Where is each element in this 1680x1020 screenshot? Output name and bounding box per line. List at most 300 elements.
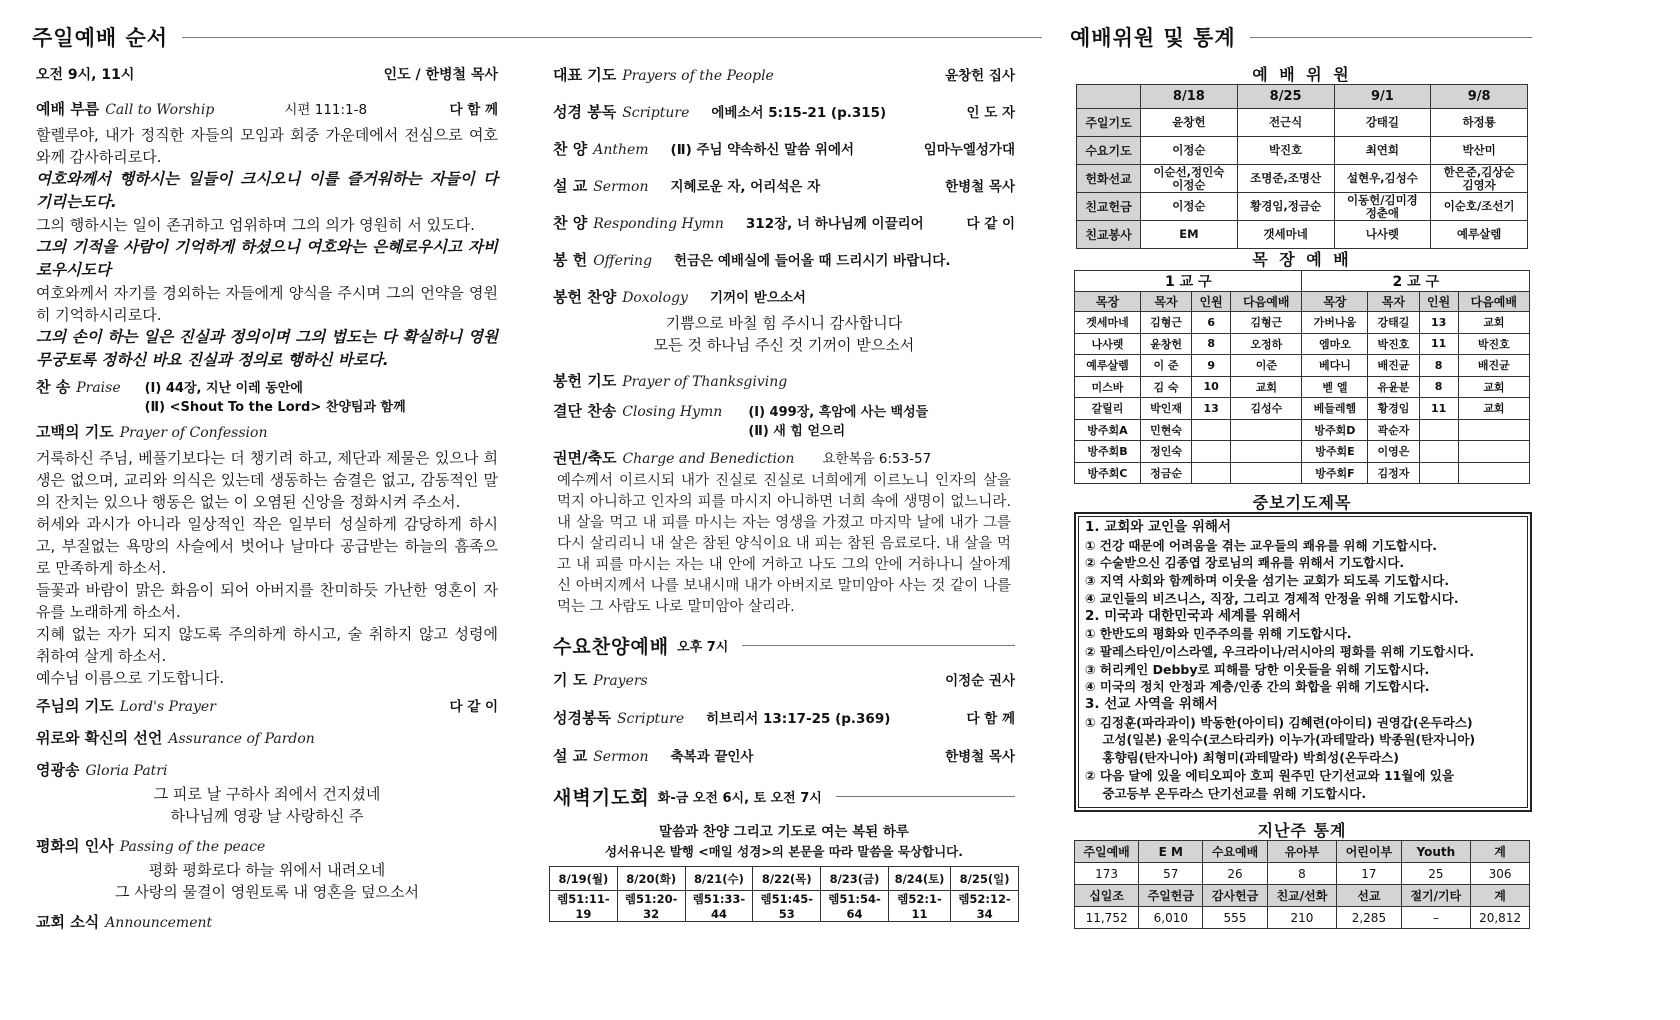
cell-value: 겟세마네 bbox=[1075, 312, 1141, 334]
cell-value: 방주회F bbox=[1302, 462, 1368, 484]
call-verse: 할렐루야, 내가 정직한 자들의 모임과 회중 가운데에서 전심으로 여호와께 감사하리로다. bbox=[36, 126, 498, 166]
staff-row bbox=[1077, 165, 1528, 193]
devotion-date: 8/21(수) bbox=[685, 867, 753, 891]
prayer-item: 홍향림(탄자니아) 최형미(과테말라) 박희성(온두라스) bbox=[1085, 750, 1399, 766]
assurance-label: 위로와 확신의 선언 bbox=[36, 729, 163, 747]
order-item bbox=[553, 64, 1015, 88]
right-title-rule bbox=[1250, 37, 1532, 38]
prayer-heading: 3. 선교 사역을 위해서 bbox=[1085, 696, 1218, 713]
staff-member: 설현우,김성수 bbox=[1334, 165, 1431, 193]
devotion-ref: 렘52:1-11 bbox=[888, 891, 950, 922]
cell-value: 9 bbox=[1192, 355, 1231, 377]
item-who: 인 도 자 bbox=[966, 105, 1015, 121]
prayer-item: ② 다음 달에 있을 에티오피아 호피 원주민 단기선교와 11월에 있을 bbox=[1085, 767, 1455, 783]
prayer-heading: 1. 교회와 교인을 위해서 bbox=[1085, 519, 1231, 535]
service-time-row bbox=[36, 64, 498, 86]
thanks-label: 봉헌 기도 bbox=[553, 372, 617, 390]
item-en: Sermon bbox=[593, 179, 649, 195]
praise-label: 찬 송 bbox=[36, 378, 71, 396]
cell-value: 이준 bbox=[1231, 355, 1302, 377]
dawn-title bbox=[553, 783, 1015, 810]
order-item bbox=[553, 286, 1015, 310]
news-label: 교회 소식 bbox=[36, 913, 100, 931]
item-en: Sermon bbox=[593, 749, 649, 765]
cell-value: 박진호 bbox=[1458, 333, 1529, 355]
cell-value: 박진호 bbox=[1368, 333, 1419, 355]
item-who: 이정순 권사 bbox=[945, 673, 1015, 689]
staff-table bbox=[1076, 84, 1528, 249]
cell-value: 나사렛 bbox=[1075, 333, 1141, 355]
call-verse: 그의 기적을 사람이 기억하게 하셨으니 여호와는 은혜로우시고 자비로우시도다 bbox=[36, 238, 498, 279]
cell-header: 목장 bbox=[1075, 292, 1141, 312]
order-item bbox=[553, 175, 1015, 199]
call-verse: 그의 손이 하는 일은 진실과 정의이며 그의 법도는 다 확실하니 영원무궁토록 정하신 바요 진실과 정의로 행하신 바로다. bbox=[36, 328, 498, 369]
cell-header: 다음예배 bbox=[1458, 292, 1529, 312]
cell-value: 갈릴리 bbox=[1075, 398, 1141, 420]
confession-row bbox=[36, 421, 498, 443]
middle-column bbox=[553, 64, 1015, 922]
stats-value: 306 bbox=[1471, 863, 1530, 885]
staff-member: 최연희 bbox=[1334, 137, 1431, 165]
thanks-en: Prayer of Thanksgiving bbox=[622, 374, 788, 390]
stats-value: 8 bbox=[1267, 863, 1337, 885]
staff-member: 조명준,조명산 bbox=[1237, 165, 1334, 193]
cell-row bbox=[1075, 333, 1530, 355]
praise-hymn-1: (Ⅰ) 44장, 지난 이레 동안에 bbox=[144, 381, 303, 396]
peace-line-1: 평화 평화로다 하늘 위에서 내려오네 bbox=[148, 861, 386, 879]
announcement-row bbox=[36, 911, 498, 933]
devotion-date: 8/19(월) bbox=[550, 867, 618, 891]
stats-header: 주일헌금 bbox=[1139, 885, 1203, 907]
cell-value: 11 bbox=[1419, 333, 1458, 355]
dawn-time: 화-금 오전 6시, 토 오전 7시 bbox=[657, 791, 822, 806]
staff-member: 이순선,정인숙 이정순 bbox=[1141, 165, 1238, 193]
stats-value: 555 bbox=[1203, 907, 1267, 929]
stats-table bbox=[1074, 840, 1530, 929]
district-row bbox=[1075, 271, 1530, 292]
closing-hymn-1: (Ⅰ) 499장, 흑암에 사는 백성들 bbox=[748, 405, 929, 420]
staff-member: 이동헌/김미경 정춘애 bbox=[1334, 193, 1431, 221]
dawn-line-2: 성서유니온 발행 <매일 성경>의 본문을 따라 말씀을 묵상합니다. bbox=[604, 844, 964, 859]
staff-row bbox=[1077, 137, 1528, 165]
item-en: Anthem bbox=[593, 142, 649, 158]
closing-hymn-row bbox=[553, 400, 1015, 441]
lords-prayer-row bbox=[36, 695, 498, 719]
cell-value: 윤창헌 bbox=[1140, 333, 1191, 355]
cell-value: 교회 bbox=[1458, 398, 1529, 420]
cell-value: 방주회D bbox=[1302, 419, 1368, 441]
bene-en: Charge and Benediction bbox=[622, 451, 795, 467]
item-label: 대표 기도 bbox=[553, 66, 617, 84]
left-title-text: 주일예배 순서 bbox=[32, 26, 169, 50]
cell-value bbox=[1231, 462, 1302, 484]
praise-hymn-2: (Ⅱ) <Shout To the Lord> 찬양팀과 함께 bbox=[144, 400, 406, 415]
staff-role: 친교헌금 bbox=[1077, 193, 1141, 221]
prayer-item: ② 팔레스타인/이스라엘, 우크라이나/러시아의 평화를 위해 기도합시다. bbox=[1085, 643, 1475, 659]
cell-value: 황경임 bbox=[1368, 398, 1419, 420]
title-rule bbox=[182, 37, 1042, 38]
prayer-list bbox=[1078, 516, 1528, 808]
cell-value bbox=[1231, 419, 1302, 441]
staff-date: 9/8 bbox=[1431, 85, 1528, 109]
confession-label: 고백의 기도 bbox=[36, 423, 114, 441]
left-column bbox=[36, 64, 498, 933]
order-items bbox=[553, 64, 1015, 310]
praise-en: Praise bbox=[76, 380, 121, 396]
item-detail: 에베소서 5:15-21 (p.315) bbox=[711, 105, 887, 121]
service-time: 오전 9시, 11시 bbox=[36, 67, 135, 83]
stats-value: 17 bbox=[1337, 863, 1401, 885]
item-label: 찬 양 bbox=[553, 140, 588, 158]
stats-value: 26 bbox=[1203, 863, 1267, 885]
district-2: 2 교 구 bbox=[1302, 271, 1530, 292]
cell-header: 인원 bbox=[1419, 292, 1458, 312]
devotion-ref: 렘51:33-44 bbox=[685, 891, 753, 922]
stats-header: 십일조 bbox=[1075, 885, 1139, 907]
cell-group-table bbox=[1074, 270, 1530, 484]
item-label: 봉헌 찬양 bbox=[553, 288, 617, 306]
cell-value: 정금순 bbox=[1140, 462, 1191, 484]
cell-value: 배진균 bbox=[1368, 355, 1419, 377]
cell-value: 곽순자 bbox=[1368, 419, 1419, 441]
stats-value: 25 bbox=[1401, 863, 1471, 885]
cell-header: 목자 bbox=[1368, 292, 1419, 312]
item-detail: 312장, 너 하나님께 이끌리어 bbox=[745, 216, 924, 232]
stats-value: 20,812 bbox=[1471, 907, 1530, 929]
staff-member: 갯세마네 bbox=[1237, 221, 1334, 249]
peace-label: 평화의 인사 bbox=[36, 837, 114, 855]
staff-member: 윤창헌 bbox=[1141, 109, 1238, 137]
item-label: 성경봉독 bbox=[553, 709, 611, 727]
lords-en: Lord's Prayer bbox=[119, 699, 216, 715]
lords-label: 주님의 기도 bbox=[36, 697, 114, 715]
staff-date: 8/25 bbox=[1237, 85, 1334, 109]
stats-header: 계 bbox=[1471, 841, 1530, 863]
devotion-ref: 렘52:12-34 bbox=[951, 891, 1019, 922]
item-en: Scripture bbox=[622, 105, 690, 121]
staff-member: 하정룡 bbox=[1431, 109, 1528, 137]
item-who: 윤창헌 집사 bbox=[945, 68, 1015, 84]
service-leader: 인도 / 한병철 목사 bbox=[383, 67, 498, 83]
cell-value: 강태길 bbox=[1368, 312, 1419, 334]
stats-header: 친교/선화 bbox=[1267, 885, 1337, 907]
cell-header: 다음예배 bbox=[1231, 292, 1302, 312]
right-section-title bbox=[1070, 22, 1532, 52]
closing-hymns bbox=[748, 403, 928, 441]
devotion-table bbox=[549, 866, 1019, 922]
cell-value: 오정하 bbox=[1231, 333, 1302, 355]
staff-member: 박산미 bbox=[1431, 137, 1528, 165]
cell-value: 6 bbox=[1192, 312, 1231, 334]
peace-row bbox=[36, 835, 498, 857]
stats-header-row bbox=[1075, 885, 1530, 907]
cell-value: 교회 bbox=[1231, 376, 1302, 398]
news-en: Announcement bbox=[105, 915, 213, 931]
staff-member: 이정순 bbox=[1141, 137, 1238, 165]
item-label: 봉 헌 bbox=[553, 251, 588, 269]
staff-member: 한은준,김상순 김영자 bbox=[1431, 165, 1528, 193]
prayer-title: 중보기도제목 bbox=[1252, 493, 1352, 512]
item-detail: 히브리서 13:17-25 (p.369) bbox=[706, 711, 891, 727]
staff-row bbox=[1077, 109, 1528, 137]
gloria-line-2: 하나님께 영광 날 사랑하신 주 bbox=[170, 807, 364, 825]
cell-value: 미스바 bbox=[1075, 376, 1141, 398]
wed-item bbox=[553, 669, 1015, 693]
stats-value-row bbox=[1075, 907, 1530, 929]
staff-member: 박진호 bbox=[1237, 137, 1334, 165]
cell-value: 13 bbox=[1192, 398, 1231, 420]
stats-header: 주일예배 bbox=[1075, 841, 1139, 863]
wed-item bbox=[553, 707, 1015, 731]
item-who: 다 함 께 bbox=[966, 711, 1015, 727]
staff-member: 이순호/조선기 bbox=[1431, 193, 1528, 221]
thanksgiving-row bbox=[553, 370, 1015, 392]
cell-value bbox=[1458, 441, 1529, 463]
assurance-row bbox=[36, 727, 498, 751]
staff-member: 나사렛 bbox=[1334, 221, 1431, 249]
staff-member: EM bbox=[1141, 221, 1238, 249]
dawn-line-1: 말씀과 찬양 그리고 기도로 여는 복된 하루 bbox=[659, 824, 909, 840]
wednesday-title bbox=[553, 632, 1015, 659]
wed-time: 오후 7시 bbox=[677, 640, 729, 655]
bene-label: 권면/축도 bbox=[553, 449, 617, 467]
doxology-line-2: 모든 것 하나님 주신 것 기꺼이 받으소서 bbox=[653, 336, 915, 354]
item-detail: 지혜로운 자, 어리석은 자 bbox=[670, 179, 821, 195]
cell-value: 엠마오 bbox=[1302, 333, 1368, 355]
cell-value: 벧 엘 bbox=[1302, 376, 1368, 398]
prayer-item: 중고등부 온두라스 단기선교를 위해 기도합시다. bbox=[1085, 785, 1367, 801]
cell-value: 베들레헴 bbox=[1302, 398, 1368, 420]
cell-value bbox=[1419, 462, 1458, 484]
item-who: 다 같 이 bbox=[966, 216, 1015, 232]
staff-role: 헌화선교 bbox=[1077, 165, 1141, 193]
cell-value bbox=[1419, 419, 1458, 441]
confession-paragraph: 지혜 없는 자가 되지 않도록 주의하게 하시고, 술 취하지 않고 성령에 취하여 살게 하소서. bbox=[36, 625, 498, 665]
gloria-row bbox=[36, 759, 498, 781]
item-en: Offering bbox=[593, 253, 653, 269]
prayer-item: ④ 교인들의 비즈니스, 직장, 그리고 경제적 안정을 위해 기도합시다. bbox=[1085, 590, 1459, 606]
prayer-item: ③ 허리케인 Debby로 피해를 당한 이웃들을 위해 기도합시다. bbox=[1085, 661, 1430, 677]
call-to-worship-row bbox=[36, 98, 498, 122]
dawn-title-text: 새벽기도회 bbox=[553, 787, 650, 809]
item-who: 임마누엘성가대 bbox=[923, 142, 1015, 158]
cell-row bbox=[1075, 312, 1530, 334]
cell-value bbox=[1192, 462, 1231, 484]
cell-value: 13 bbox=[1419, 312, 1458, 334]
cell-row bbox=[1075, 355, 1530, 377]
staff-header-row bbox=[1077, 85, 1528, 109]
cell-value: 방주회C bbox=[1075, 462, 1141, 484]
staff-role: 주일기도 bbox=[1077, 109, 1141, 137]
cell-row bbox=[1075, 462, 1530, 484]
cell-value: 10 bbox=[1192, 376, 1231, 398]
cell-row bbox=[1075, 376, 1530, 398]
benediction-text: 예수께서 이르시되 내가 진실로 진실로 너희에게 이르노니 인자의 살을 먹지 아니하고 인자의 피를 마시지 아니하면 너희 속에 생명이 없느니라. 내 살을 먹고 내 피를 마시는 자는 영생을 가졌고 마지막 날에 내가 그를 다시 살리리니 내 살은 참된 양식이요 내 피는 참된 음료로다. 내 살을 먹고 내 피를 마시는 자는 내 안에 거하고 나도 그의 안에 거하나니 살아계신 아버지께서 나를 보내시매 내가 아버지로 말미암아 사는 것 같이 나를 먹는 그 사람도 나로 말미암아 살리라. bbox=[557, 473, 1011, 615]
cell-value: 김형근 bbox=[1140, 312, 1191, 334]
confession-paragraph: 허세와 과시가 아니라 일상적인 작은 일부터 성실하게 감당하게 하시고, 부질없는 욕망의 사슬에서 벗어나 날마다 공급받는 하늘의 흠족으로 만족하게 하소서. bbox=[36, 515, 498, 577]
prayer-item: ① 한반도의 평화와 민주주의를 위해 기도합시다. bbox=[1085, 626, 1352, 642]
stats-header: 어린이부 bbox=[1337, 841, 1401, 863]
wed-rule bbox=[742, 645, 1015, 646]
lords-who: 다 같 이 bbox=[449, 699, 498, 715]
item-en: Doxology bbox=[622, 290, 688, 306]
cell-value: 교회 bbox=[1458, 312, 1529, 334]
confession-en: Prayer of Confession bbox=[119, 425, 268, 441]
staff-row bbox=[1077, 221, 1528, 249]
staff-member: 전근식 bbox=[1237, 109, 1334, 137]
cell-value: 김 숙 bbox=[1140, 376, 1191, 398]
cell-value: 방주회B bbox=[1075, 441, 1141, 463]
devotion-ref: 렘51:45-53 bbox=[753, 891, 821, 922]
cell-value bbox=[1458, 462, 1529, 484]
stats-title: 지난주 통계 bbox=[1257, 821, 1347, 840]
devotion-date: 8/24(토) bbox=[888, 867, 950, 891]
cell-value: 8 bbox=[1192, 333, 1231, 355]
cell-value: 이영은 bbox=[1368, 441, 1419, 463]
prayer-item: ① 김정훈(파라과이) 박동한(아이티) 김혜련(아이티) 권영갑(온두라스) bbox=[1085, 714, 1473, 730]
cell-value: 가버나움 bbox=[1302, 312, 1368, 334]
stats-value: 210 bbox=[1267, 907, 1337, 929]
devotion-date: 8/23(금) bbox=[821, 867, 889, 891]
confession-text bbox=[36, 447, 498, 689]
cell-table-title: 목 장 예 배 bbox=[1252, 250, 1352, 269]
staff-member: 이정순 bbox=[1141, 193, 1238, 221]
item-detail: 기꺼이 받으소서 bbox=[709, 290, 806, 306]
staff-table-title: 예 배 위 원 bbox=[1252, 65, 1352, 84]
wednesday-items bbox=[553, 669, 1015, 769]
closing-en: Closing Hymn bbox=[622, 404, 723, 420]
right-title-text: 예배위원 및 통계 bbox=[1070, 26, 1236, 50]
item-en: Responding Hymn bbox=[593, 216, 724, 232]
order-item bbox=[553, 212, 1015, 236]
confession-paragraph: 예수님 이름으로 기도합니다. bbox=[36, 669, 225, 687]
cell-header-row bbox=[1075, 292, 1530, 312]
cell-value: 민현숙 bbox=[1140, 419, 1191, 441]
item-label: 성경 봉독 bbox=[553, 103, 617, 121]
dawn-rule bbox=[836, 796, 1015, 797]
cell-value bbox=[1458, 419, 1529, 441]
devotion-date: 8/22(목) bbox=[753, 867, 821, 891]
peace-line-2: 그 사랑의 물결이 영원토록 내 영혼을 덮으소서 bbox=[115, 883, 419, 901]
item-label: 기 도 bbox=[553, 671, 588, 689]
call-verse: 그의 행하시는 일이 존귀하고 엄위하며 그의 의가 영원히 서 있도다. bbox=[36, 216, 475, 234]
devotion-ref: 렘51:11-19 bbox=[550, 891, 618, 922]
prayer-item: ② 수술받으신 김종엽 장로님의 쾌유를 위해서 기도합시다. bbox=[1085, 555, 1405, 571]
wed-item bbox=[553, 745, 1015, 769]
cell-value: 배진균 bbox=[1458, 355, 1529, 377]
stats-value: 173 bbox=[1075, 863, 1139, 885]
doxology-lyrics bbox=[553, 312, 1015, 356]
cell-value: 11 bbox=[1419, 398, 1458, 420]
confession-paragraph: 들꽃과 바람이 맑은 화음이 되어 아버지를 찬미하듯 가난한 영혼이 자유를 노래하게 하소서. bbox=[36, 581, 498, 621]
closing-label: 결단 찬송 bbox=[553, 402, 617, 420]
prayer-item: 고성(일본) 윤익수(코스타리카) 이누가(과테말라) 박종원(탄자니아) bbox=[1085, 732, 1476, 748]
staff-date: 9/1 bbox=[1334, 85, 1431, 109]
cell-header: 인원 bbox=[1192, 292, 1231, 312]
cell-value: 8 bbox=[1419, 355, 1458, 377]
assurance-en: Assurance of Pardon bbox=[168, 731, 315, 747]
stats-value: 2,285 bbox=[1337, 907, 1401, 929]
gloria-label: 영광송 bbox=[36, 761, 80, 779]
item-en: Scripture bbox=[616, 711, 685, 727]
call-text bbox=[36, 124, 498, 372]
praise-row bbox=[36, 376, 498, 417]
item-detail: (Ⅱ) 주님 약속하신 말씀 위에서 bbox=[670, 142, 855, 158]
prayer-box bbox=[1074, 512, 1532, 812]
cell-header: 목장 bbox=[1302, 292, 1368, 312]
item-label: 찬 양 bbox=[553, 214, 588, 232]
cell-row bbox=[1075, 419, 1530, 441]
item-detail: 축복과 끝인사 bbox=[670, 749, 754, 765]
call-label: 예배 부름 bbox=[36, 100, 100, 118]
call-who: 다 함 께 bbox=[449, 102, 498, 118]
bene-ref: 요한복음 6:53-57 bbox=[822, 451, 932, 467]
devotion-refs-row bbox=[550, 891, 1019, 922]
praise-hymns bbox=[145, 379, 406, 417]
staff-member: 황경임,정금순 bbox=[1237, 193, 1334, 221]
stats-header: 유아부 bbox=[1267, 841, 1337, 863]
cell-value: 방주회A bbox=[1075, 419, 1141, 441]
doxology-line-1: 기쁨으로 바칠 힘 주시니 감사합니다 bbox=[665, 314, 903, 332]
item-detail: 헌금은 예배실에 들어올 때 드리시기 바랍니다. bbox=[674, 253, 951, 269]
stats-value-row bbox=[1075, 863, 1530, 885]
stats-value: – bbox=[1401, 907, 1471, 929]
item-label: 설 교 bbox=[553, 177, 588, 195]
staff-member: 예루살렘 bbox=[1431, 221, 1528, 249]
cell-value: 박인재 bbox=[1140, 398, 1191, 420]
closing-hymn-2: (Ⅱ) 새 힘 얻으리 bbox=[748, 424, 846, 439]
devotion-date: 8/25(일) bbox=[951, 867, 1019, 891]
staff-date: 8/18 bbox=[1141, 85, 1238, 109]
peace-en: Passing of the peace bbox=[119, 839, 266, 855]
gloria-en: Gloria Patri bbox=[85, 763, 168, 779]
prayer-item: ③ 지역 사회와 함께하며 이웃을 섬기는 교회가 되도록 기도합시다. bbox=[1085, 573, 1450, 589]
cell-value: 교회 bbox=[1458, 376, 1529, 398]
gloria-line-1: 그 피로 날 구하사 죄에서 건지셨네 bbox=[153, 785, 381, 803]
devotion-dates-row bbox=[550, 867, 1019, 891]
stats-header: 절기/기타 bbox=[1401, 885, 1471, 907]
stats-header-row bbox=[1075, 841, 1530, 863]
staff-row bbox=[1077, 193, 1528, 221]
devotion-ref: 렘51:54-64 bbox=[821, 891, 889, 922]
staff-corner bbox=[1077, 85, 1141, 109]
cell-value: 유윤분 bbox=[1368, 376, 1419, 398]
order-item bbox=[553, 101, 1015, 125]
staff-member: 강태길 bbox=[1334, 109, 1431, 137]
cell-row bbox=[1075, 441, 1530, 463]
cell-value: 8 bbox=[1419, 376, 1458, 398]
cell-value bbox=[1192, 441, 1231, 463]
call-ref: 시편 111:1-8 bbox=[284, 102, 368, 118]
prayer-item: ④ 미국의 정치 안정과 계층/인종 간의 화합을 위해 기도합시다. bbox=[1085, 679, 1430, 695]
cell-value: 방주회E bbox=[1302, 441, 1368, 463]
stats-header: E M bbox=[1139, 841, 1203, 863]
wed-title-text: 수요찬양예배 bbox=[553, 636, 670, 658]
item-who: 한병철 목사 bbox=[945, 749, 1015, 765]
confession-paragraph: 거룩하신 주님, 베풀기보다는 더 챙기려 하고, 제단과 제물은 있으나 희생은 없으며, 교리와 의식은 있는데 생동하는 숨결은 없고, 감동적인 말의 잔치는 있으나 행동은 없는 이 오염된 신앙을 정화시켜 주소서. bbox=[36, 449, 498, 511]
cell-value bbox=[1231, 441, 1302, 463]
stats-value: 57 bbox=[1139, 863, 1203, 885]
devotion-date: 8/20(화) bbox=[617, 867, 685, 891]
order-item bbox=[553, 138, 1015, 162]
cell-value: 김정자 bbox=[1368, 462, 1419, 484]
cell-value bbox=[1192, 419, 1231, 441]
cell-value: 이 준 bbox=[1140, 355, 1191, 377]
stats-header: 계 bbox=[1471, 885, 1530, 907]
stats-header: Youth bbox=[1401, 841, 1471, 863]
left-section-title bbox=[32, 22, 1042, 52]
cell-value: 정인숙 bbox=[1140, 441, 1191, 463]
